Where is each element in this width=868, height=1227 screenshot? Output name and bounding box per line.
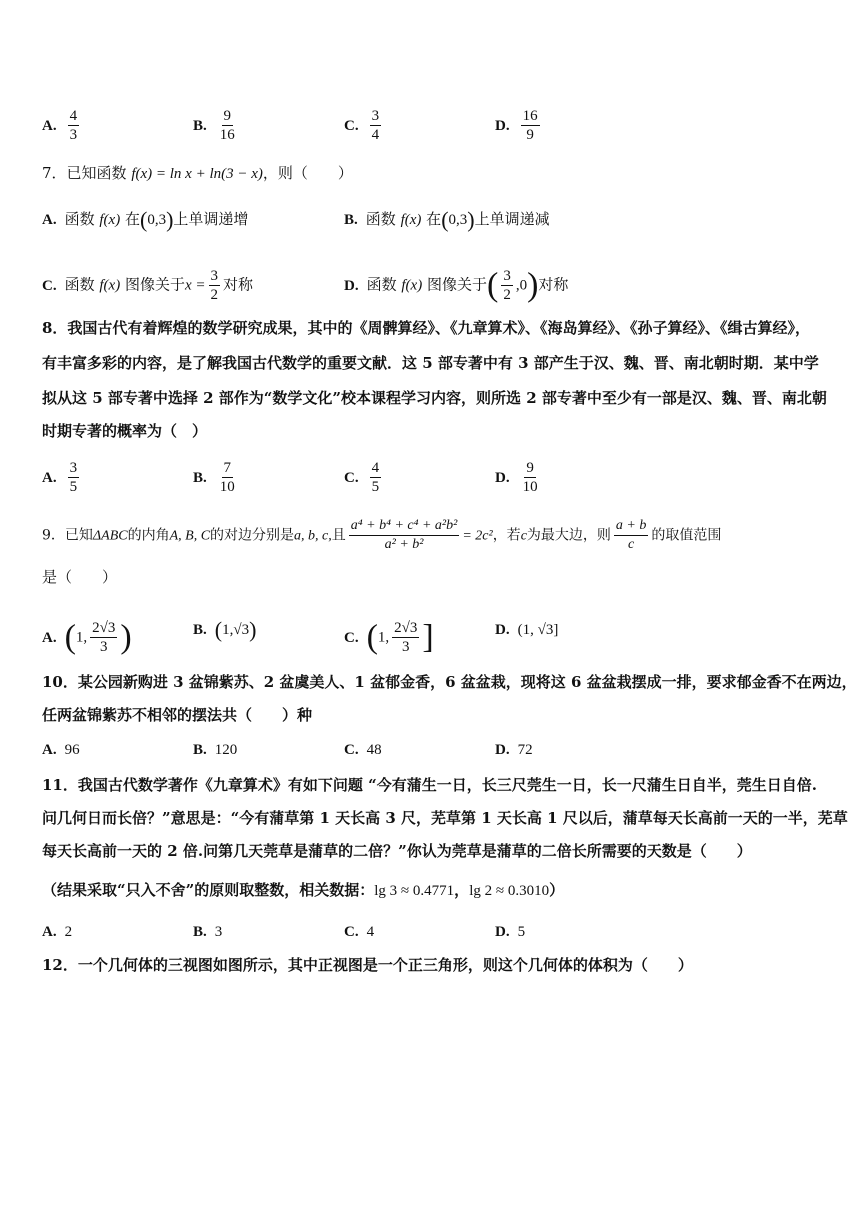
option-label: B.	[344, 212, 358, 228]
q7-option-d[interactable]	[344, 267, 568, 304]
formula: a, b, c,	[294, 528, 332, 544]
option-label: B.	[193, 469, 207, 486]
q8-line-3: 拟从这 5 部专著中选择 2 部作为“数学文化”校本课程学习内容，则所选 2 部专著中至少有一部是汉、魏、晋、南北朝	[42, 389, 827, 407]
option-value: 4	[366, 924, 375, 940]
q7-option-b[interactable]	[344, 209, 550, 230]
q11-line-1: 11．我国古代数学著作《九章算术》有如下问题 “今有蒲生一日，长三尺莞生一日，长一尺蒲生日自半，莞生日自倍.	[42, 776, 817, 794]
q11-option-a[interactable]	[42, 921, 72, 942]
formula: f(x)	[400, 212, 422, 228]
option-label: D.	[495, 924, 510, 940]
q8-line-1: 8．我国古代有着辉煌的数学研究成果，其中的《周髀算经》、《九章算术》、《海岛算经》、《孙子算经》、《缉古算经》，	[42, 319, 810, 337]
denominator: 3	[402, 639, 410, 655]
stem-text: ，则（ ）	[262, 164, 353, 182]
q8-option-b[interactable]	[193, 459, 240, 496]
q7-option-a[interactable]	[42, 209, 248, 230]
fraction	[68, 459, 80, 496]
q9-option-a[interactable]	[42, 619, 132, 656]
q10-option-a[interactable]	[42, 739, 80, 760]
q8-option-a[interactable]	[42, 459, 82, 496]
paren-close: )	[249, 617, 257, 642]
q11-line-3: 每天长高前一天的 2 倍.问第几天莞草是蒲草的二倍？”你认为莞草是蒲草的二倍长所需要的天数是（ ）	[42, 842, 752, 860]
option-label: A.	[42, 629, 57, 646]
fraction	[614, 517, 648, 554]
paren-open: (	[214, 617, 223, 642]
denominator: c	[628, 537, 635, 552]
denominator: 10	[219, 479, 235, 495]
paren-open: (	[140, 207, 148, 232]
stem-text: ，	[454, 881, 470, 899]
numerator: a⁴ + b⁴ + c⁴ + a²b²	[349, 517, 460, 536]
numerator: 16	[522, 108, 538, 124]
stem-text: 9．已知	[42, 527, 93, 544]
numerator: 4	[371, 460, 380, 476]
option-label: C.	[344, 742, 359, 758]
option-value: 72	[517, 742, 533, 758]
formula: f(x)	[401, 277, 423, 294]
option-label: C.	[344, 117, 359, 134]
option-value: 5	[517, 924, 526, 940]
formula: f(x) = ln x + ln(3 − x)	[131, 166, 263, 182]
fraction	[521, 107, 540, 144]
stem-text: 为最大边，则	[526, 527, 611, 544]
stem-text: 的取值范围	[651, 527, 722, 544]
formula: c	[520, 528, 527, 544]
numerator: 2√3	[394, 620, 418, 636]
option-text: 对称	[223, 275, 254, 294]
option-label: B.	[193, 742, 207, 758]
numerator: 3	[210, 268, 219, 284]
option-label: A.	[42, 117, 57, 134]
paren-close: )	[467, 207, 475, 232]
fraction	[349, 517, 460, 554]
numerator: 3	[503, 268, 511, 284]
option-label: A.	[42, 469, 57, 486]
numerator: a + b	[614, 517, 648, 536]
option-text: 函数	[365, 210, 396, 228]
formula: lg 2 ≈ 0.3010	[469, 883, 550, 899]
formula: f(x)	[99, 277, 121, 294]
option-value: 96	[64, 742, 80, 758]
option-label: C.	[344, 924, 359, 940]
stem-text: 7．已知函数	[42, 164, 127, 182]
formula: = 2c²	[462, 528, 493, 544]
formula: f(x)	[99, 212, 121, 228]
option-text: 对称	[538, 275, 569, 294]
q11-line-4	[42, 880, 564, 901]
q10-line-2: 任两盆锦紫苏不相邻的摆法共（ ）种	[42, 706, 313, 724]
option-label: A.	[42, 742, 57, 758]
paren-close: )	[120, 618, 132, 656]
option-text: 函数	[64, 210, 95, 228]
point-coordinate: ,0	[515, 277, 528, 294]
q10-option-d[interactable]	[495, 739, 533, 760]
q6-option-a[interactable]	[42, 107, 82, 144]
paren-open: (	[487, 266, 499, 304]
q8-option-c[interactable]	[344, 459, 384, 496]
fraction	[370, 107, 382, 144]
option-value: 3	[214, 924, 223, 940]
fraction	[90, 619, 117, 656]
q8-line-4: 时期专著的概率为（ ）	[42, 422, 208, 440]
interval: 0,3	[147, 212, 167, 228]
fraction	[521, 459, 540, 496]
formula: x =	[185, 277, 206, 294]
q6-option-b[interactable]	[193, 107, 240, 144]
option-value: 48	[366, 742, 382, 758]
fraction	[218, 107, 237, 144]
option-label: A.	[42, 212, 57, 228]
denominator: 2	[503, 287, 511, 303]
denominator: 3	[69, 127, 78, 143]
numerator: 9	[526, 460, 534, 476]
option-value: 2	[64, 924, 73, 940]
q6-option-c[interactable]	[344, 107, 384, 144]
option-text: 图像关于	[427, 275, 488, 294]
denominator: a² + b²	[384, 537, 424, 552]
paren-close: )	[166, 207, 174, 232]
interval: 1,√3	[222, 622, 250, 638]
q10-line-1: 10．某公园新购进 3 盆锦紫苏、2 盆虞美人、1 盆郁金香，6 盆盆栽，现将这 6 盆盆栽摆成一排，要求郁金香不在两边，	[42, 673, 857, 691]
stem-text: （结果采取“只入不舍”的原则取整数，相关数据：	[42, 881, 375, 899]
option-text: 图像关于	[125, 275, 186, 294]
option-label: B.	[193, 924, 207, 940]
option-label: D.	[495, 469, 510, 486]
numerator: 3	[371, 108, 380, 124]
interval-left: 1,	[75, 629, 88, 646]
fraction	[209, 267, 221, 304]
stem-text: ）	[549, 881, 565, 899]
option-label: B.	[193, 622, 207, 638]
q7-stem	[42, 163, 353, 184]
q11-option-c[interactable]	[344, 921, 374, 942]
numerator: 3	[69, 460, 78, 476]
stem-text: 的内角	[127, 527, 170, 544]
option-label: B.	[193, 117, 207, 134]
denominator: 3	[100, 639, 108, 655]
fraction	[501, 267, 513, 304]
denominator: 10	[522, 479, 538, 495]
option-label: D.	[495, 742, 510, 758]
option-text: 在	[125, 210, 141, 228]
interval: 0,3	[448, 212, 468, 228]
option-text: 上单调递增	[173, 210, 249, 228]
option-text: 函数	[64, 275, 95, 294]
option-label: D.	[495, 622, 510, 638]
option-text: 上单调递减	[474, 210, 550, 228]
denominator: 9	[526, 127, 534, 143]
interval: (1, √3]	[517, 622, 559, 638]
numerator: 9	[223, 108, 232, 124]
paren-open: (	[366, 618, 378, 656]
q9-stem	[42, 517, 721, 554]
option-text: 函数	[366, 275, 397, 294]
denominator: 16	[219, 127, 235, 143]
denominator: 5	[371, 479, 380, 495]
q8-option-d[interactable]	[495, 459, 543, 496]
stem-text: 且	[331, 527, 346, 544]
numerator: 2√3	[92, 620, 116, 636]
option-label: D.	[495, 117, 510, 134]
paren-close: )	[527, 266, 539, 304]
stem-text: 的对边分别是	[210, 527, 295, 544]
fraction	[370, 459, 382, 496]
numerator: 4	[69, 108, 78, 124]
option-label: C.	[344, 629, 359, 646]
denominator: 5	[69, 479, 78, 495]
fraction	[218, 459, 237, 496]
paren-open: (	[64, 618, 76, 656]
option-label: C.	[344, 469, 359, 486]
bracket-close: ]	[422, 618, 434, 656]
formula: ΔABC	[92, 528, 128, 544]
option-value: 120	[214, 742, 238, 758]
option-label: A.	[42, 924, 57, 940]
q11-option-b[interactable]	[193, 921, 222, 942]
q7-option-c[interactable]	[42, 267, 253, 304]
q10-option-b[interactable]	[193, 739, 237, 760]
option-label: D.	[344, 277, 359, 294]
numerator: 7	[223, 460, 232, 476]
formula: lg 3 ≈ 0.4771	[374, 883, 455, 899]
formula: A, B, C	[169, 528, 211, 544]
interval-left: 1,	[377, 629, 390, 646]
fraction	[68, 107, 80, 144]
option-text: 在	[426, 210, 442, 228]
q10-option-c[interactable]	[344, 739, 382, 760]
q11-line-2: 问几何日而长倍？”意思是：“今有蒲草第 1 天长高 3 尺，芜草第 1 天长高 1 尺以后，蒲草每天长高前一天的一半，芜草	[42, 809, 848, 827]
option-label: C.	[42, 277, 57, 294]
q9-option-b[interactable]	[193, 619, 256, 640]
q9-stem-line-2: 是（ ）	[42, 568, 118, 586]
fraction	[392, 619, 419, 656]
q6-option-d[interactable]	[495, 107, 543, 144]
q11-option-d[interactable]	[495, 921, 525, 942]
denominator: 4	[371, 127, 380, 143]
paren-open: (	[441, 207, 449, 232]
q9-option-c[interactable]	[344, 619, 434, 656]
q9-option-d[interactable]	[495, 619, 558, 640]
q8-line-2: 有丰富多彩的内容，是了解我国古代数学的重要文献．这 5 部专著中有 3 部产生于汉、魏、晋、南北朝时期．某中学	[42, 354, 819, 372]
stem-text: ，若	[492, 527, 521, 544]
q12-line-1: 12．一个几何体的三视图如图所示，其中正视图是一个正三角形，则这个几何体的体积为（ ）	[42, 956, 693, 974]
denominator: 2	[210, 287, 219, 303]
